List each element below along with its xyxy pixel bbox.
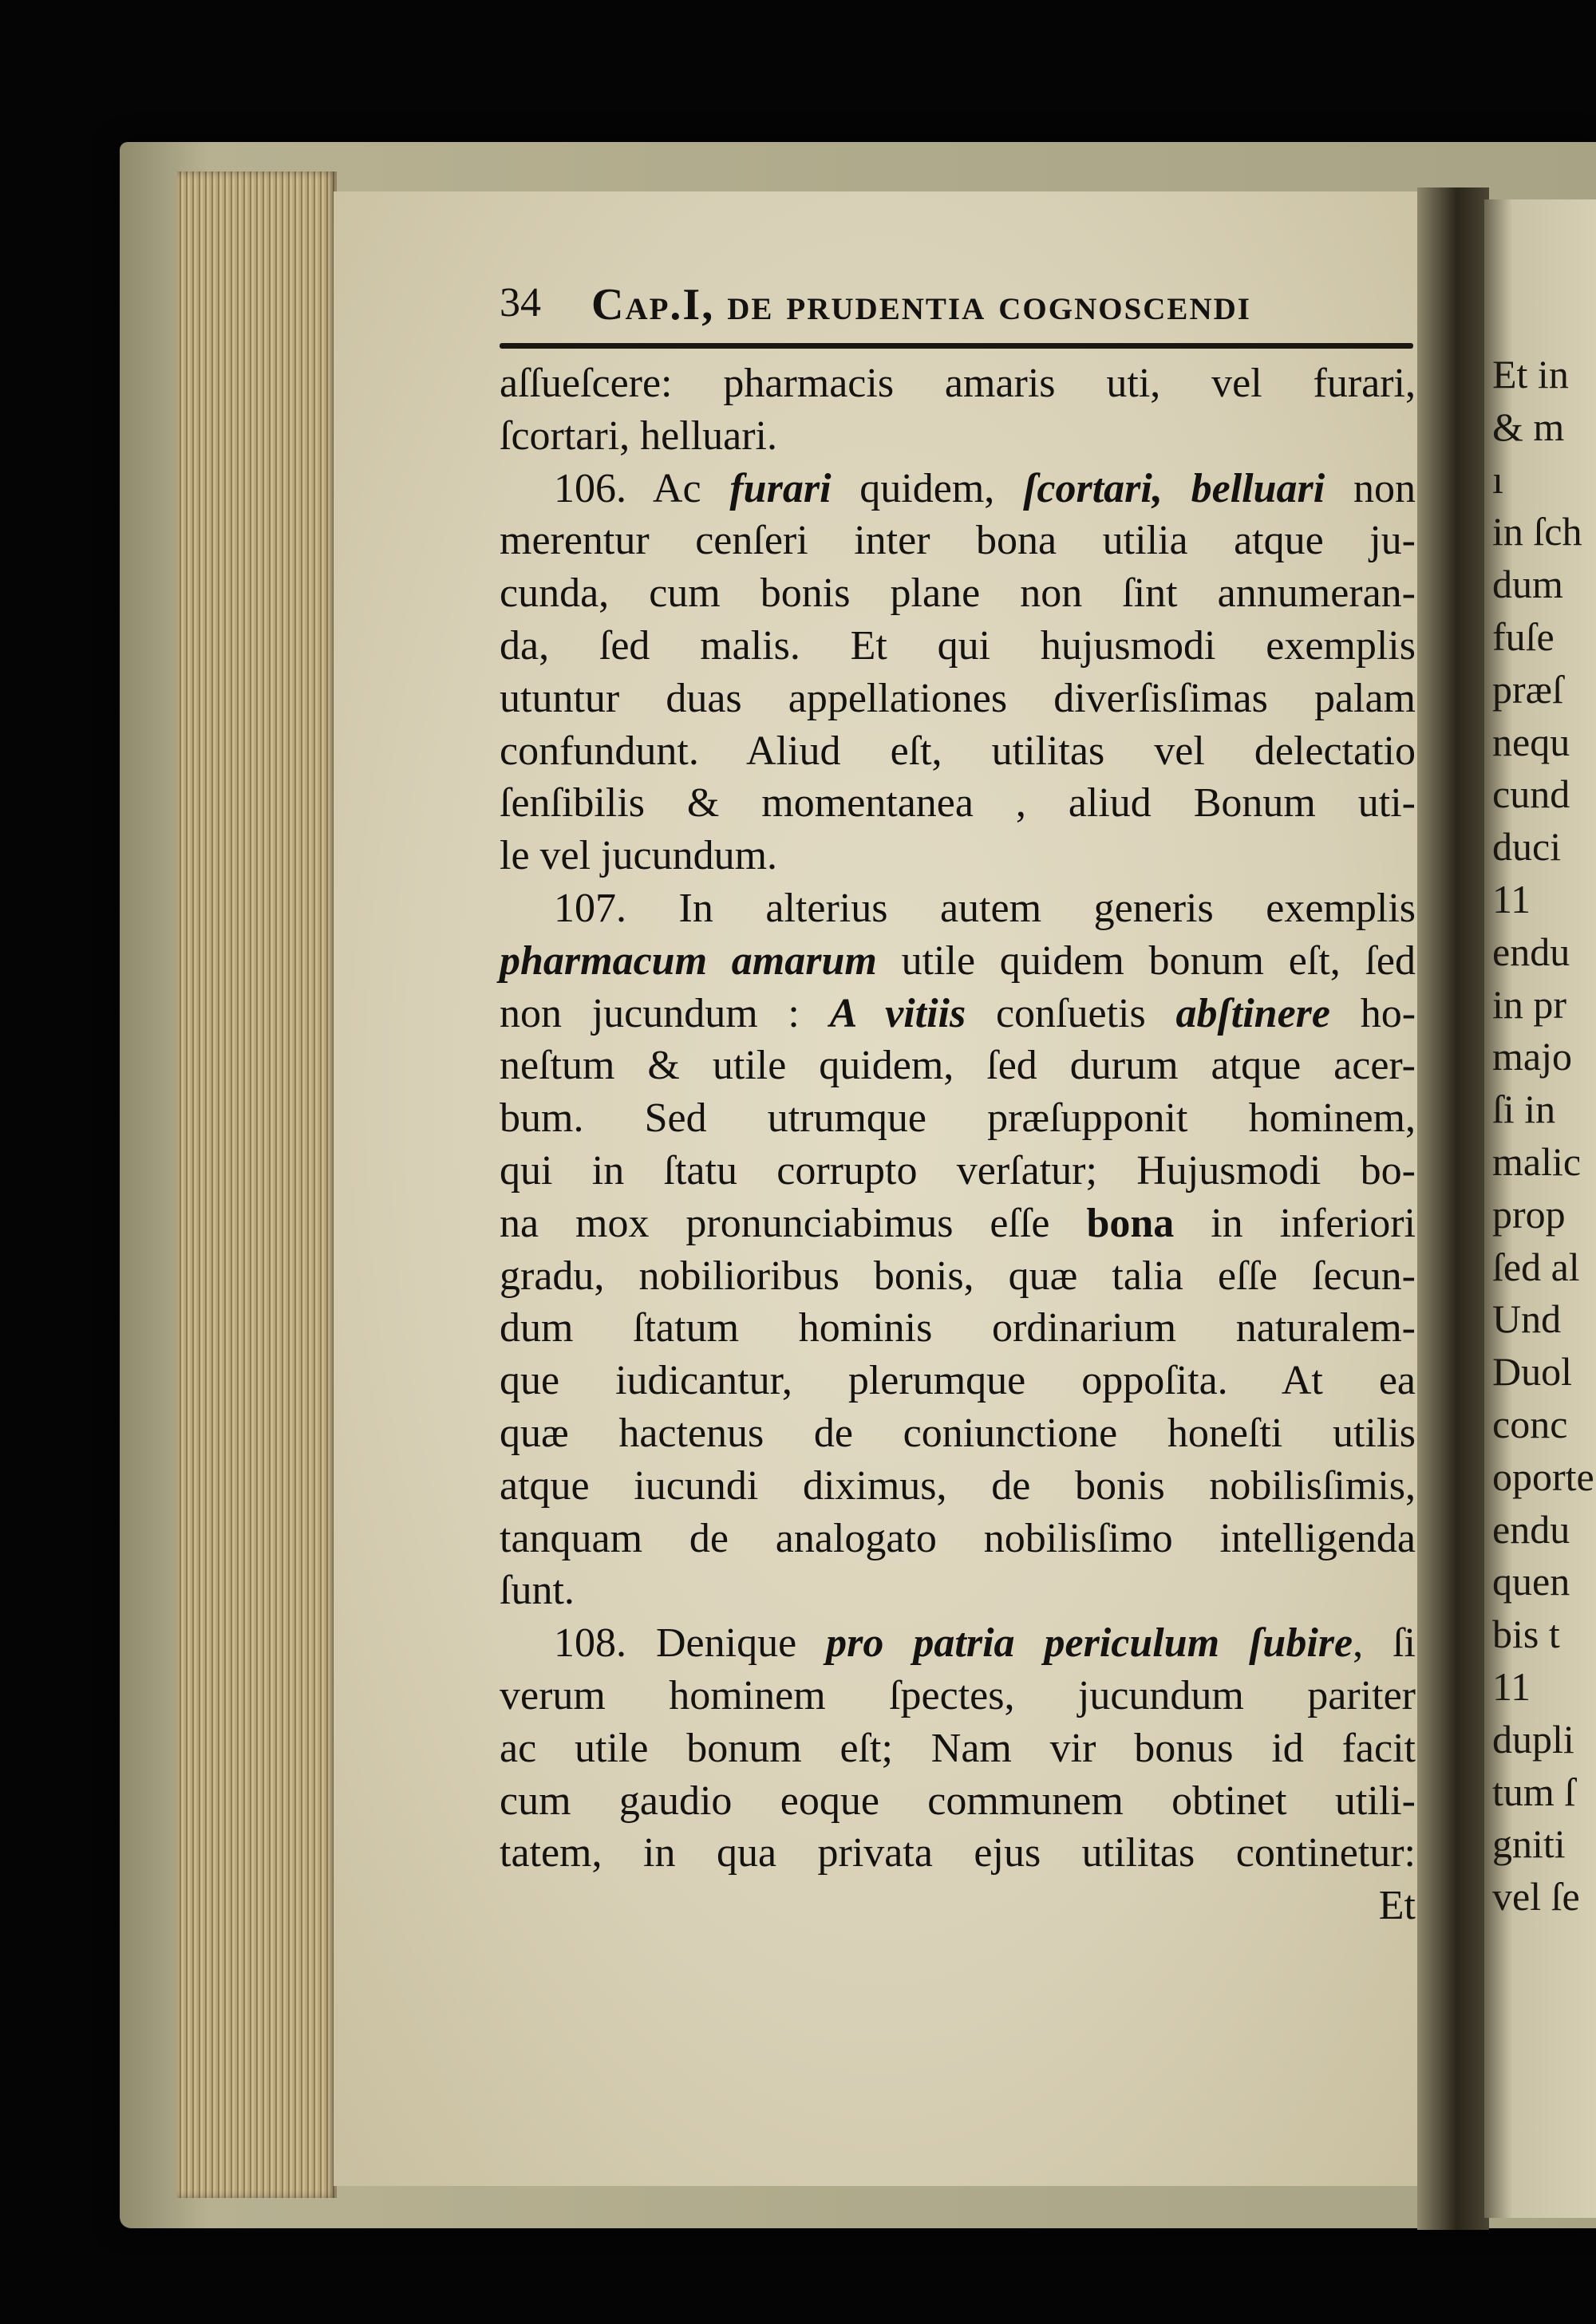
text-line — [500, 1775, 1416, 1828]
text-segment: ho- — [1329, 990, 1416, 1036]
text-segment: 108. Denique — [554, 1620, 827, 1667]
text-segment: 106. Ac — [554, 465, 730, 511]
text-segment: cum gaudio eoque communem obtinet utili- — [500, 1778, 1416, 1824]
text-line — [500, 1198, 1416, 1250]
text-line — [500, 620, 1416, 673]
right-page-text-fragment: Et in — [1492, 352, 1569, 397]
right-page-text-fragment: duci — [1492, 824, 1562, 870]
text-line — [500, 1145, 1416, 1198]
text-segment: in inferiori — [1174, 1200, 1416, 1246]
right-page-text-fragment: in ſch — [1492, 509, 1582, 554]
text-line — [500, 567, 1416, 620]
book-gutter — [1417, 187, 1489, 2230]
text-segment: cunda, cum bonis plane non ſint annumeran- — [500, 570, 1416, 617]
right-page-text-fragment: ſi in — [1492, 1087, 1556, 1132]
catchword — [500, 1880, 1416, 1932]
right-page-text-fragment: dum — [1492, 562, 1563, 607]
text-line — [500, 1722, 1416, 1775]
right-page-text-fragment: majo — [1492, 1034, 1572, 1079]
text-line — [500, 410, 1416, 463]
text-segment: na mox pronunciabimus eſſe — [500, 1200, 1087, 1246]
running-title: Cap.I, de prudentia cognoscendi — [591, 280, 1251, 329]
right-page-text-fragment: dupli — [1492, 1716, 1574, 1762]
italic-text: pharmacum amarum — [500, 937, 877, 984]
right-page-text-fragment: vel ſe — [1492, 1874, 1580, 1920]
text-line — [500, 1407, 1416, 1460]
text-line — [500, 1250, 1416, 1303]
text-line — [500, 515, 1416, 567]
text-segment: gradu, nobilioribus bonis, quæ talia eſſe ſecun- — [500, 1253, 1416, 1299]
right-page-text-fragment: quen — [1492, 1559, 1570, 1604]
right-page-fragment — [1484, 199, 1596, 2218]
text-segment: tanquam de analogato nobilisſimo intelligenda — [500, 1515, 1416, 1561]
right-page-text-fragment: gniti — [1492, 1821, 1566, 1867]
right-page-text-fragment: & m — [1492, 404, 1565, 449]
right-page-text-fragment: fuſe — [1492, 614, 1555, 659]
text-segment: , ſi — [1353, 1620, 1416, 1667]
text-line — [500, 1302, 1416, 1355]
italic-text: furari — [729, 465, 832, 511]
text-line — [500, 357, 1416, 410]
text-segment: conſuetis — [966, 990, 1176, 1036]
text-segment: ſenſibilis & momentanea , aliud Bonum uti- — [500, 780, 1416, 827]
page-header — [500, 279, 1417, 335]
italic-text: pro patria periculum ſubire — [826, 1620, 1353, 1667]
right-page-text-fragment: tum ſ — [1492, 1769, 1576, 1814]
text-line — [500, 1617, 1416, 1670]
text-segment: quidem, — [831, 465, 1024, 511]
text-segment: ac utile bonum eſt; Nam vir bonus id facit — [500, 1725, 1416, 1771]
right-page-text-fragment: bis t — [1492, 1612, 1560, 1657]
text-line — [500, 1040, 1416, 1092]
text-segment: aſſueſcere: pharmacis amaris uti, vel furari, — [500, 361, 1416, 406]
text-segment: quæ hactenus de coniunctione honeſti utilis — [500, 1410, 1416, 1456]
text-line — [500, 1092, 1416, 1145]
text-segment: tatem, in qua privata ejus utilitas continetur: — [500, 1830, 1416, 1876]
right-page-text-fragment: Und — [1492, 1296, 1562, 1342]
text-segment: 107. In alterius autem generis exemplis — [554, 885, 1416, 931]
text-line — [500, 935, 1416, 988]
text-line — [500, 1513, 1416, 1565]
page-number: 34 — [500, 280, 541, 326]
text-line — [500, 673, 1416, 725]
right-page-text-fragment: nequ — [1492, 719, 1570, 764]
text-segment: non jucundum : — [500, 990, 830, 1036]
text-line — [500, 463, 1416, 515]
text-line — [500, 1564, 1416, 1617]
right-page-text-fragment: cund — [1492, 771, 1570, 817]
right-page-text-fragment: in pr — [1492, 981, 1567, 1027]
right-page-text-fragment: endu — [1492, 929, 1570, 974]
text-segment: que iudicantur, plerumque oppoſita. At ea — [500, 1358, 1416, 1404]
right-page-text-fragment: prop — [1492, 1191, 1566, 1237]
text-segment: qui in ſtatu corrupto verſatur; Hujusmodi bo- — [500, 1147, 1416, 1194]
text-segment: atque iucundi diximus, de bonis nobilisſimis, — [500, 1462, 1416, 1509]
text-segment: merentur cenſeri inter bona utilia atque ju- — [500, 518, 1416, 564]
right-page-text-fragment: Duol — [1492, 1349, 1572, 1395]
right-page-text-fragment: 11 — [1492, 1664, 1531, 1709]
text-segment: dum ſtatum hominis ordinarium naturalem- — [500, 1305, 1416, 1351]
right-page-text-fragment: malic — [1492, 1139, 1582, 1184]
text-segment: ſcortari, helluari. — [500, 412, 777, 459]
text-line — [500, 1670, 1416, 1722]
italic-text: A vitiis — [829, 990, 966, 1036]
right-page-text-fragment: conc — [1492, 1402, 1568, 1446]
text-segment: da, ſed malis. Et qui hujusmodi exemplis — [500, 622, 1416, 669]
text-segment: confundunt. Aliud eſt, utilitas vel delectatio — [500, 728, 1416, 774]
right-page-text-fragment: ſed al — [1492, 1244, 1580, 1289]
text-line — [500, 830, 1416, 882]
right-page-text-fragment: oporte — [1492, 1454, 1594, 1499]
text-segment: utile quidem bonum eſt, ſed — [876, 937, 1416, 984]
page-edges — [177, 172, 337, 2198]
right-page-text-fragment: 11 — [1492, 877, 1531, 921]
text-line — [500, 725, 1416, 778]
right-page-text-fragment: endu — [1492, 1506, 1570, 1552]
italic-text: abſtinere — [1175, 990, 1330, 1036]
text-segment: verum hominem ſpectes, jucundum pariter — [500, 1672, 1416, 1718]
text-line — [500, 882, 1416, 935]
text-line — [500, 1355, 1416, 1407]
text-line — [500, 1460, 1416, 1513]
right-page-text-fragment: præſ — [1492, 666, 1563, 712]
text-segment: Et — [1378, 1883, 1416, 1929]
text-segment: neſtum & utile quidem, ſed durum atque acer- — [500, 1043, 1416, 1089]
text-segment: ſunt. — [500, 1568, 575, 1614]
text-line — [500, 1827, 1416, 1880]
header-rule — [500, 343, 1413, 349]
right-page-text-fragment: ı — [1492, 456, 1503, 502]
italic-text: ſcortari, belluari — [1023, 465, 1325, 511]
text-segment: utuntur duas appellationes diverſisſimas palam — [500, 675, 1416, 721]
text-segment: le vel jucundum. — [500, 833, 778, 879]
text-segment: bona — [1086, 1200, 1175, 1246]
text-line — [500, 777, 1416, 830]
text-segment: bum. Sed utrumque præſupponit hominem, — [500, 1095, 1416, 1142]
page-body-text — [500, 357, 1416, 1932]
text-segment: non — [1325, 465, 1416, 511]
text-line — [500, 988, 1416, 1040]
